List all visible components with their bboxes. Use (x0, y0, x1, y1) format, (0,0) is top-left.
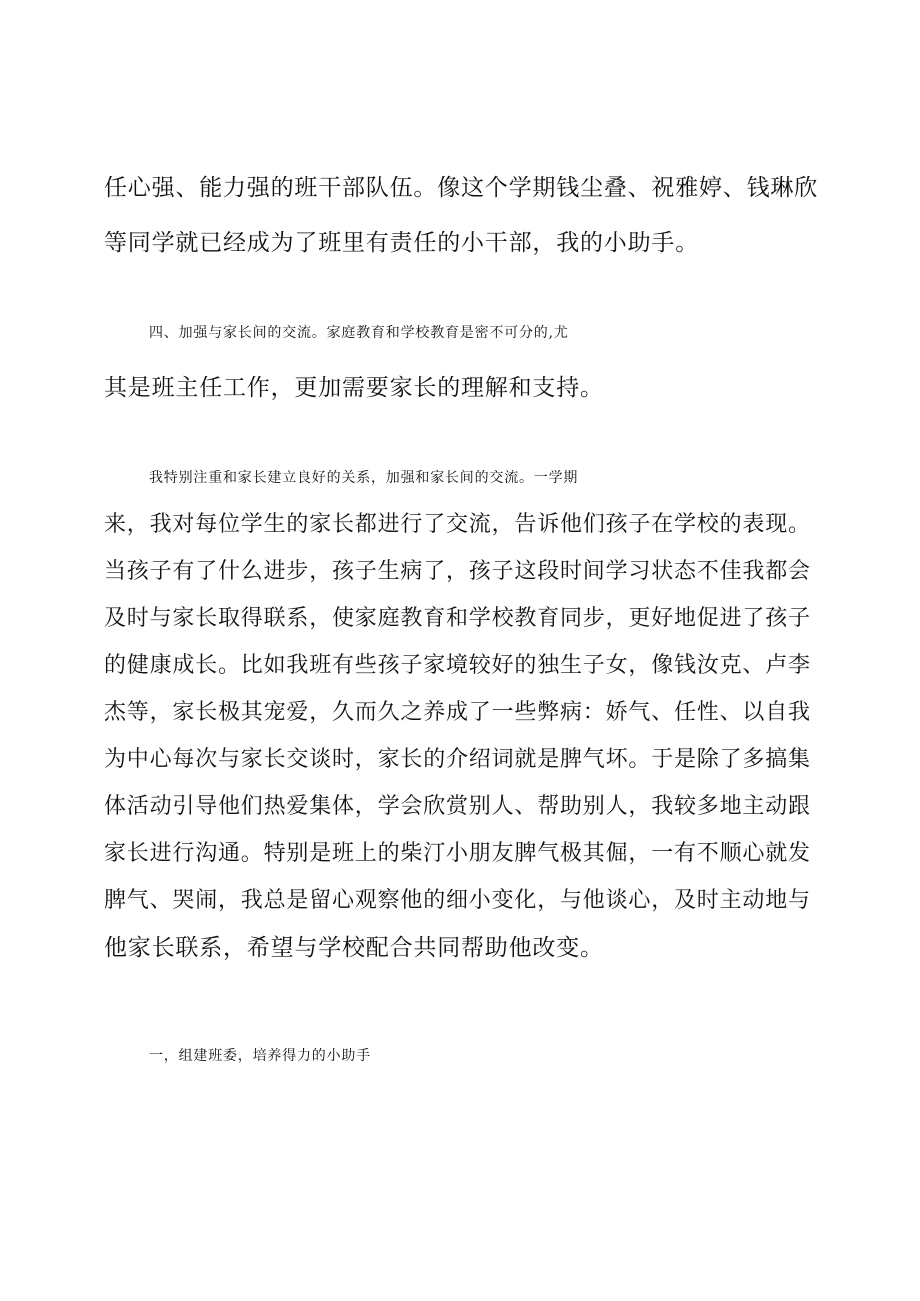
paragraph-3-line-2: 来，我对每位学生的家长都进行了交流，告诉他们孩子在学校的表现。 (104, 512, 811, 537)
paragraph-3-line-11: 他家长联系，希望与学校配合共同帮助他改变。 (104, 935, 604, 961)
paragraph-2-line-2: 其是班主任工作，更加需要家长的理解和支持。 (104, 375, 604, 401)
paragraph-3-line-6: 杰等，家长极其宠爱，久而久之养成了一些弊病：娇气、任性、以自我 (104, 700, 811, 725)
paragraph-3-line-9: 家长进行沟通。特别是班上的柴汀小朋友脾气极其倔，一有不顺心就发 (104, 841, 811, 866)
paragraph-1-line-1: 任心强、能力强的班干部队伍。像这个学期钱尘叠、祝雅婷、钱琳欣 (104, 175, 818, 201)
paragraph-3-line-10: 脾气、哭闹，我总是留心观察他的细小变化，与他谈心，及时主动地与 (104, 888, 811, 913)
section-heading-line: 一，组建班委，培养得力的小助手 (149, 1048, 371, 1064)
paragraph-3-line-4: 及时与家长取得联系，使家庭教育和学校教育同步，更好地促进了孩子 (104, 606, 811, 631)
paragraph-3-line-5: 的健康成长。比如我班有些孩子家境较好的独生子女，像钱汝克、卢李 (104, 653, 811, 678)
paragraph-3-line-8: 体活动引导他们热爱集体，学会欣赏别人、帮助别人，我较多地主动跟 (104, 794, 811, 819)
paragraph-3-line-1: 我特别注重和家长建立良好的关系，加强和家长间的交流。一学期 (149, 470, 579, 486)
paragraph-2-line-1: 四、加强与家长间的交流。家庭教育和学校教育是密不可分的,尤 (149, 325, 569, 341)
paragraph-3-line-7: 为中心每次与家长交谈时，家长的介绍词就是脾气坏。于是除了多搞集 (104, 747, 811, 772)
paragraph-3-line-3: 当孩子有了什么进步，孩子生病了，孩子这段时间学习状态不佳我都会 (104, 559, 811, 584)
paragraph-1-line-2: 等同学就已经成为了班里有责任的小干部，我的小助手。 (104, 230, 699, 256)
